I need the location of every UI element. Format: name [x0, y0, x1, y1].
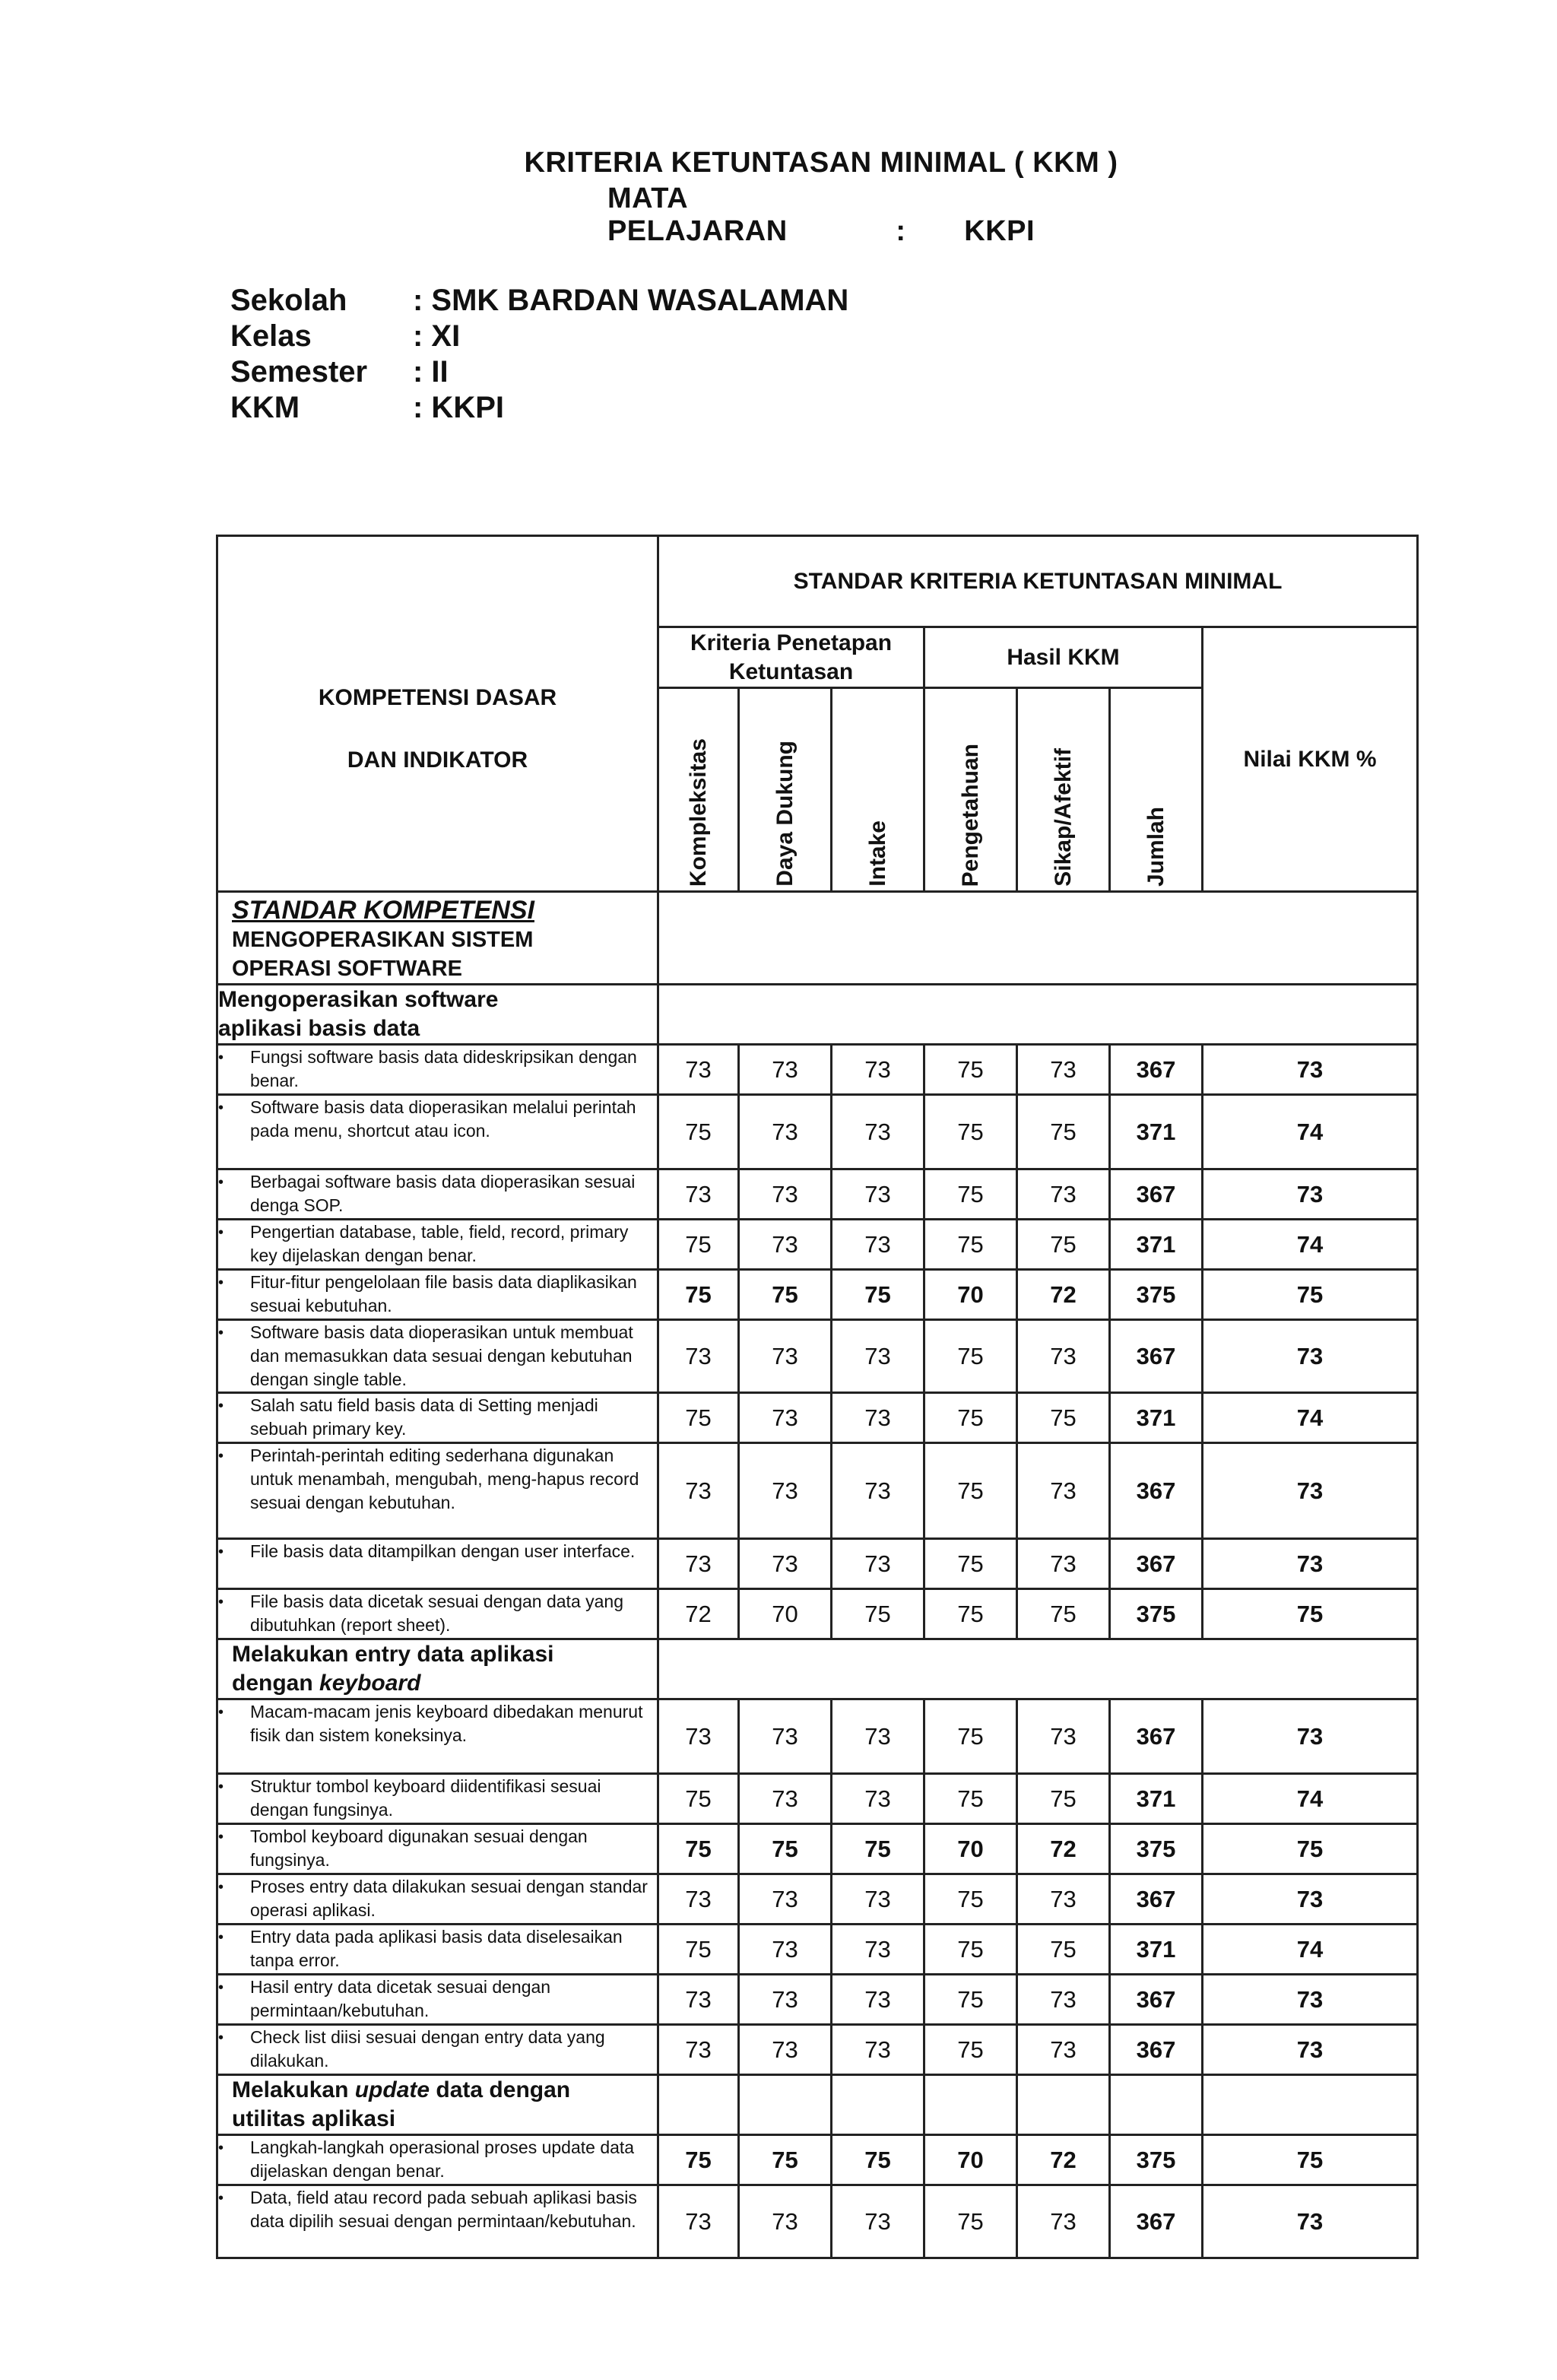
value-kompleksitas: 73 — [658, 2025, 739, 2075]
kriteria-header-line1: Kriteria Penetapan — [690, 630, 893, 655]
empty-cell — [832, 2075, 924, 2135]
value-jumlah: 367 — [1110, 2185, 1203, 2258]
info-row — [230, 354, 848, 390]
value-intake: 73 — [832, 1874, 924, 1925]
col-pengetahuan — [924, 688, 1017, 892]
indicator-wrap — [218, 1444, 657, 1515]
kd2-cell — [217, 1639, 658, 1699]
indicator-wrap — [218, 1540, 657, 1564]
kd2-line2-prefix: dengan — [232, 1671, 320, 1696]
indicator-row — [217, 1824, 1418, 1874]
bullet-icon: • — [218, 1274, 224, 1291]
indicator-cell — [217, 2025, 658, 2075]
indicator-cell — [217, 1824, 658, 1874]
value-sikap: 73 — [1017, 1539, 1110, 1589]
value-sikap: 73 — [1017, 1045, 1110, 1095]
bullet-icon: • — [218, 1979, 224, 1996]
value-intake: 73 — [832, 1095, 924, 1169]
value-intake: 73 — [832, 1169, 924, 1220]
indicator-row — [217, 2185, 1418, 2258]
indicator-cell — [217, 1220, 658, 1270]
indicator-text: Proses entry data dilakukan sesuai dengan standar operasi aplikasi. — [250, 1877, 648, 1920]
value-sikap: 75 — [1017, 1925, 1110, 1975]
school-info — [230, 283, 848, 426]
value-jumlah: 375 — [1110, 1589, 1203, 1639]
value-daya-dukung: 75 — [739, 1824, 832, 1874]
empty-cell — [658, 892, 1418, 985]
col-intake-label: Intake — [864, 820, 890, 887]
value-kompleksitas: 75 — [658, 1270, 739, 1320]
indicator-wrap — [218, 1925, 657, 1972]
value-jumlah: 367 — [1110, 1975, 1203, 2025]
value-sikap: 73 — [1017, 1443, 1110, 1539]
indicator-row — [217, 1045, 1418, 1095]
col-jumlah — [1110, 688, 1203, 892]
indicator-row — [217, 1320, 1418, 1393]
indicator-cell — [217, 1774, 658, 1824]
value-nilai: 75 — [1203, 1824, 1418, 1874]
indicator-text: Fungsi software basis data dideskripsikan dengan benar. — [250, 1047, 637, 1090]
value-daya-dukung: 73 — [739, 1220, 832, 1270]
value-kompleksitas: 73 — [658, 1699, 739, 1774]
value-kompleksitas: 73 — [658, 1539, 739, 1589]
value-daya-dukung: 73 — [739, 1095, 832, 1169]
value-pengetahuan: 75 — [924, 1169, 1017, 1220]
empty-cell — [924, 2075, 1017, 2135]
indicator-row — [217, 1270, 1418, 1320]
indicator-wrap — [218, 1220, 657, 1268]
kd3-line1-prefix: Melakukan — [232, 2077, 355, 2102]
empty-cell — [658, 1639, 1418, 1699]
value-nilai: 74 — [1203, 1220, 1418, 1270]
indicator-wrap — [218, 1590, 657, 1637]
value-daya-dukung: 73 — [739, 1874, 832, 1925]
value-nilai: 73 — [1203, 1169, 1418, 1220]
indicator-cell — [217, 1169, 658, 1220]
empty-cell — [1110, 2075, 1203, 2135]
kd3-line1 — [232, 2076, 657, 2105]
bullet-icon: • — [218, 1049, 224, 1066]
empty-cell — [658, 985, 1418, 1045]
value-jumlah: 371 — [1110, 1774, 1203, 1824]
indicator-text: Tombol keyboard digunakan sesuai dengan fungsinya. — [250, 1826, 588, 1870]
value-kompleksitas: 72 — [658, 1589, 739, 1639]
value-nilai: 73 — [1203, 1443, 1418, 1539]
value-daya-dukung: 75 — [739, 1270, 832, 1320]
info-row — [230, 283, 848, 319]
value-sikap: 73 — [1017, 1169, 1110, 1220]
indicator-text: Software basis data dioperasikan untuk membuat dan memasukkan data sesuai dengan kebutuhan dengan single table. — [250, 1322, 633, 1389]
info-value: : SMK BARDAN WASALAMAN — [413, 284, 849, 317]
value-nilai: 73 — [1203, 2025, 1418, 2075]
value-sikap: 72 — [1017, 1824, 1110, 1874]
kompetensi-header — [217, 536, 658, 892]
value-jumlah: 375 — [1110, 1270, 1203, 1320]
indicator-wrap — [218, 1271, 657, 1318]
indicator-text: Langkah-langkah operasional proses update data dijelaskan dengan benar. — [250, 2137, 635, 2181]
subject-label: MATA PELAJARAN — [607, 182, 788, 247]
value-pengetahuan: 75 — [924, 1699, 1017, 1774]
kd3-cell — [217, 2075, 658, 2135]
bullet-icon: • — [218, 1544, 224, 1560]
indicator-text: Perintah-perintah editing sederhana digunakan untuk menambah, mengubah, meng-hapus record sesuai dengan kebutuhan. — [250, 1445, 639, 1512]
indicator-text: Berbagai software basis data dioperasikan sesuai denga SOP. — [250, 1172, 636, 1215]
value-kompleksitas: 75 — [658, 1095, 739, 1169]
value-kompleksitas: 73 — [658, 1874, 739, 1925]
value-pengetahuan: 75 — [924, 1589, 1017, 1639]
value-pengetahuan: 70 — [924, 1270, 1017, 1320]
indicator-wrap — [218, 1775, 657, 1822]
standar-header: STANDAR KRITERIA KETUNTASAN MINIMAL — [658, 536, 1418, 627]
kriteria-header-line2: Ketuntasan — [728, 658, 854, 684]
info-row — [230, 390, 848, 426]
indicator-text: Pengertian database, table, field, record, primary key dijelaskan dengan benar. — [250, 1222, 629, 1265]
indicator-text: Fitur-fitur pengelolaan file basis data diaplikasikan sesuai kebutuhan. — [250, 1272, 637, 1315]
value-sikap: 75 — [1017, 1220, 1110, 1270]
value-jumlah: 367 — [1110, 1874, 1203, 1925]
standar-kompetensi-cell — [217, 892, 658, 985]
indicator-cell — [217, 1270, 658, 1320]
indicator-row — [217, 1169, 1418, 1220]
bullet-icon: • — [218, 1100, 224, 1116]
kd3-line2: utilitas aplikasi — [232, 2106, 396, 2131]
value-daya-dukung: 73 — [739, 1169, 832, 1220]
indicator-text: Hasil entry data dicetak sesuai dengan permintaan/kebutuhan. — [250, 1977, 551, 2020]
subject-value: KKPI — [964, 215, 1035, 247]
indicator-wrap — [218, 1046, 657, 1093]
col-kompleksitas — [658, 688, 739, 892]
empty-cell — [739, 2075, 832, 2135]
indicator-wrap — [218, 1170, 657, 1217]
kompetensi-header-line1: KOMPETENSI DASAR — [318, 684, 557, 710]
value-sikap: 75 — [1017, 1393, 1110, 1443]
indicator-row — [217, 2135, 1418, 2185]
kkm-table — [216, 535, 1419, 2259]
value-sikap: 72 — [1017, 2135, 1110, 2185]
indicator-cell — [217, 1589, 658, 1639]
indicator-cell — [217, 1095, 658, 1169]
indicator-cell — [217, 1925, 658, 1975]
subject-colon: : — [896, 215, 906, 247]
value-jumlah: 371 — [1110, 1095, 1203, 1169]
value-jumlah: 375 — [1110, 2135, 1203, 2185]
value-kompleksitas: 73 — [658, 1443, 739, 1539]
value-daya-dukung: 73 — [739, 1045, 832, 1095]
col-intake — [832, 688, 924, 892]
value-nilai: 74 — [1203, 1095, 1418, 1169]
bullet-icon: • — [218, 1448, 224, 1464]
value-nilai: 75 — [1203, 1589, 1418, 1639]
value-pengetahuan: 75 — [924, 1774, 1017, 1824]
value-kompleksitas: 75 — [658, 2135, 739, 2185]
value-nilai: 73 — [1203, 1874, 1418, 1925]
value-kompleksitas: 73 — [658, 1975, 739, 2025]
value-nilai: 74 — [1203, 1393, 1418, 1443]
indicator-wrap — [218, 2136, 657, 2183]
value-intake: 73 — [832, 1539, 924, 1589]
value-sikap: 73 — [1017, 2185, 1110, 2258]
value-sikap: 73 — [1017, 2025, 1110, 2075]
value-jumlah: 371 — [1110, 1393, 1203, 1443]
indicator-row — [217, 1975, 1418, 2025]
info-label: KKM — [230, 391, 300, 424]
value-jumlah: 375 — [1110, 1824, 1203, 1874]
value-daya-dukung: 73 — [739, 1539, 832, 1589]
value-intake: 73 — [832, 1925, 924, 1975]
indicator-row — [217, 1393, 1418, 1443]
value-nilai: 75 — [1203, 1270, 1418, 1320]
value-pengetahuan: 75 — [924, 1045, 1017, 1095]
value-sikap: 75 — [1017, 1095, 1110, 1169]
value-pengetahuan: 75 — [924, 1539, 1017, 1589]
value-kompleksitas: 73 — [658, 1169, 739, 1220]
value-pengetahuan: 75 — [924, 2185, 1017, 2258]
bullet-icon: • — [218, 1704, 224, 1721]
bullet-icon: • — [218, 1325, 224, 1341]
value-intake: 73 — [832, 2025, 924, 2075]
value-intake: 73 — [832, 1443, 924, 1539]
kd2-line2 — [232, 1669, 657, 1698]
empty-cell — [1203, 2075, 1418, 2135]
info-value: : KKPI — [413, 391, 504, 424]
value-jumlah: 367 — [1110, 2025, 1203, 2075]
nilai-header: Nilai KKM % — [1203, 627, 1418, 892]
indicator-text: Check list diisi sesuai dengan entry data yang dilakukan. — [250, 2027, 605, 2071]
value-jumlah: 367 — [1110, 1169, 1203, 1220]
value-pengetahuan: 75 — [924, 1443, 1017, 1539]
bullet-icon: • — [218, 1224, 224, 1241]
value-sikap: 73 — [1017, 1320, 1110, 1393]
value-pengetahuan: 75 — [924, 2025, 1017, 2075]
value-pengetahuan: 75 — [924, 1095, 1017, 1169]
col-jumlah-label: Jumlah — [1143, 806, 1169, 887]
indicator-wrap — [218, 1096, 657, 1143]
indicator-cell — [217, 1443, 658, 1539]
indicator-cell — [217, 1539, 658, 1589]
value-intake: 75 — [832, 1824, 924, 1874]
bullet-icon: • — [218, 1929, 224, 1946]
value-nilai: 75 — [1203, 2135, 1418, 2185]
info-label: Sekolah — [230, 284, 347, 317]
standar-kompetensi-name-line2: OPERASI SOFTWARE — [232, 957, 462, 981]
value-pengetahuan: 75 — [924, 1393, 1017, 1443]
standar-kompetensi-name-line1: MENGOPERASIKAN SISTEM — [232, 928, 534, 952]
indicator-row — [217, 1589, 1418, 1639]
bullet-icon: • — [218, 1174, 224, 1191]
value-sikap: 73 — [1017, 1874, 1110, 1925]
info-label: Kelas — [230, 319, 312, 353]
bullet-icon: • — [218, 1829, 224, 1845]
indicator-wrap — [218, 2026, 657, 2073]
info-value: : II — [413, 355, 449, 389]
value-jumlah: 367 — [1110, 1699, 1203, 1774]
value-pengetahuan: 75 — [924, 1925, 1017, 1975]
info-value: : XI — [413, 319, 461, 353]
indicator-text: Software basis data dioperasikan melalui perintah pada menu, shortcut atau icon. — [250, 1097, 636, 1141]
value-jumlah: 367 — [1110, 1045, 1203, 1095]
value-intake: 73 — [832, 1220, 924, 1270]
value-nilai: 73 — [1203, 1045, 1418, 1095]
value-intake: 73 — [832, 1320, 924, 1393]
kd2-line1: Melakukan entry data aplikasi — [232, 1642, 554, 1667]
indicator-cell — [217, 1699, 658, 1774]
value-intake: 73 — [832, 1975, 924, 2025]
indicator-text: File basis data ditampilkan dengan user interface. — [250, 1541, 636, 1561]
indicator-text: Salah satu field basis data di Setting menjadi sebuah primary key. — [250, 1395, 598, 1439]
value-kompleksitas: 75 — [658, 1824, 739, 1874]
indicator-cell — [217, 2185, 658, 2258]
bullet-icon: • — [218, 1594, 224, 1610]
indicator-cell — [217, 1045, 658, 1095]
value-daya-dukung: 73 — [739, 1774, 832, 1824]
indicator-row — [217, 1774, 1418, 1824]
indicator-wrap — [218, 1394, 657, 1441]
indicator-wrap — [218, 1825, 657, 1872]
value-nilai: 74 — [1203, 1774, 1418, 1824]
kd3-line1-suffix: data dengan — [430, 2077, 571, 2102]
bullet-icon: • — [218, 2029, 224, 2046]
value-pengetahuan: 70 — [924, 2135, 1017, 2185]
value-intake: 75 — [832, 1589, 924, 1639]
empty-cell — [658, 2075, 739, 2135]
value-intake: 73 — [832, 1393, 924, 1443]
col-sikap — [1017, 688, 1110, 892]
value-sikap: 73 — [1017, 1975, 1110, 2025]
value-sikap: 75 — [1017, 1774, 1110, 1824]
indicator-row — [217, 2025, 1418, 2075]
value-sikap: 75 — [1017, 1589, 1110, 1639]
value-daya-dukung: 73 — [739, 2025, 832, 2075]
value-intake: 75 — [832, 2135, 924, 2185]
value-jumlah: 371 — [1110, 1925, 1203, 1975]
standar-kompetensi-title: STANDAR KOMPETENSI — [232, 896, 534, 925]
value-daya-dukung: 73 — [739, 1925, 832, 1975]
col-daya-dukung-label: Daya Dukung — [772, 741, 798, 887]
bullet-icon: • — [218, 2190, 224, 2207]
value-pengetahuan: 70 — [924, 1824, 1017, 1874]
indicator-wrap — [218, 1875, 657, 1922]
indicator-row — [217, 1925, 1418, 1975]
value-pengetahuan: 75 — [924, 1975, 1017, 2025]
value-jumlah: 367 — [1110, 1320, 1203, 1393]
value-daya-dukung: 73 — [739, 1699, 832, 1774]
kd2-line2-italic: keyboard — [319, 1671, 421, 1696]
bullet-icon: • — [218, 1398, 224, 1414]
value-jumlah: 371 — [1110, 1220, 1203, 1270]
value-intake: 73 — [832, 1699, 924, 1774]
indicator-cell — [217, 1393, 658, 1443]
indicator-text: Data, field atau record pada sebuah aplikasi basis data dipilih sesuai dengan permintaan/kebutuhan. — [250, 2188, 637, 2231]
empty-cell — [1017, 2075, 1110, 2135]
value-intake: 75 — [832, 1270, 924, 1320]
kompetensi-header-line2: DAN INDIKATOR — [347, 747, 528, 773]
info-label: Semester — [230, 355, 368, 389]
value-kompleksitas: 75 — [658, 1925, 739, 1975]
value-intake: 73 — [832, 1045, 924, 1095]
hasil-header: Hasil KKM — [924, 627, 1203, 688]
indicator-row — [217, 1095, 1418, 1169]
value-intake: 73 — [832, 2185, 924, 2258]
kd3-line1-italic: update — [354, 2077, 430, 2102]
document-title: KRITERIA KETUNTASAN MINIMAL ( KKM ) — [524, 147, 1118, 179]
indicator-row — [217, 1539, 1418, 1589]
col-kompleksitas-label: Kompleksitas — [685, 738, 711, 887]
indicator-text: Entry data pada aplikasi basis data diselesaikan tanpa error. — [250, 1927, 623, 1970]
value-kompleksitas: 75 — [658, 1220, 739, 1270]
value-daya-dukung: 73 — [739, 1443, 832, 1539]
indicator-cell — [217, 1874, 658, 1925]
value-kompleksitas: 73 — [658, 1045, 739, 1095]
value-nilai: 74 — [1203, 1925, 1418, 1975]
bullet-icon: • — [218, 2140, 224, 2156]
value-pengetahuan: 75 — [924, 1220, 1017, 1270]
indicator-row — [217, 1874, 1418, 1925]
value-daya-dukung: 73 — [739, 1320, 832, 1393]
indicator-cell — [217, 2135, 658, 2185]
subject-line — [0, 182, 1557, 248]
indicator-wrap — [218, 2186, 657, 2233]
kriteria-header — [658, 627, 924, 688]
bullet-icon: • — [218, 1779, 224, 1795]
value-daya-dukung: 75 — [739, 2135, 832, 2185]
indicator-wrap — [218, 1975, 657, 2023]
value-daya-dukung: 70 — [739, 1589, 832, 1639]
indicator-row — [217, 1699, 1418, 1774]
col-pengetahuan-label: Pengetahuan — [957, 743, 983, 887]
kd1-cell — [217, 985, 658, 1045]
indicator-cell — [217, 1320, 658, 1393]
value-daya-dukung: 73 — [739, 1975, 832, 2025]
col-daya-dukung — [739, 688, 832, 892]
indicator-row — [217, 1220, 1418, 1270]
indicator-cell — [217, 1975, 658, 2025]
value-kompleksitas: 73 — [658, 2185, 739, 2258]
value-kompleksitas: 73 — [658, 1320, 739, 1393]
value-sikap: 73 — [1017, 1699, 1110, 1774]
value-nilai: 73 — [1203, 1975, 1418, 2025]
value-jumlah: 367 — [1110, 1443, 1203, 1539]
kd1-line1: Mengoperasikan software — [218, 987, 499, 1012]
info-row — [230, 319, 848, 354]
indicator-text: Macam-macam jenis keyboard dibedakan menurut fisik dan sistem koneksinya. — [250, 1702, 643, 1745]
value-kompleksitas: 75 — [658, 1393, 739, 1443]
kd1-line2: aplikasi basis data — [218, 1016, 420, 1041]
indicator-wrap — [218, 1700, 657, 1747]
value-nilai: 73 — [1203, 1320, 1418, 1393]
value-daya-dukung: 73 — [739, 2185, 832, 2258]
value-nilai: 73 — [1203, 1539, 1418, 1589]
indicator-text: Struktur tombol keyboard diidentifikasi sesuai dengan fungsinya. — [250, 1776, 601, 1820]
value-nilai: 73 — [1203, 1699, 1418, 1774]
col-sikap-label: Sikap/Afektif — [1050, 748, 1076, 887]
value-jumlah: 367 — [1110, 1539, 1203, 1589]
value-kompleksitas: 75 — [658, 1774, 739, 1824]
value-daya-dukung: 73 — [739, 1393, 832, 1443]
value-nilai: 73 — [1203, 2185, 1418, 2258]
value-pengetahuan: 75 — [924, 1320, 1017, 1393]
indicator-text: File basis data dicetak sesuai dengan data yang dibutuhkan (report sheet). — [250, 1591, 623, 1635]
value-intake: 73 — [832, 1774, 924, 1824]
indicator-row — [217, 1443, 1418, 1539]
value-pengetahuan: 75 — [924, 1874, 1017, 1925]
bullet-icon: • — [218, 1879, 224, 1896]
indicator-wrap — [218, 1321, 657, 1392]
value-sikap: 72 — [1017, 1270, 1110, 1320]
